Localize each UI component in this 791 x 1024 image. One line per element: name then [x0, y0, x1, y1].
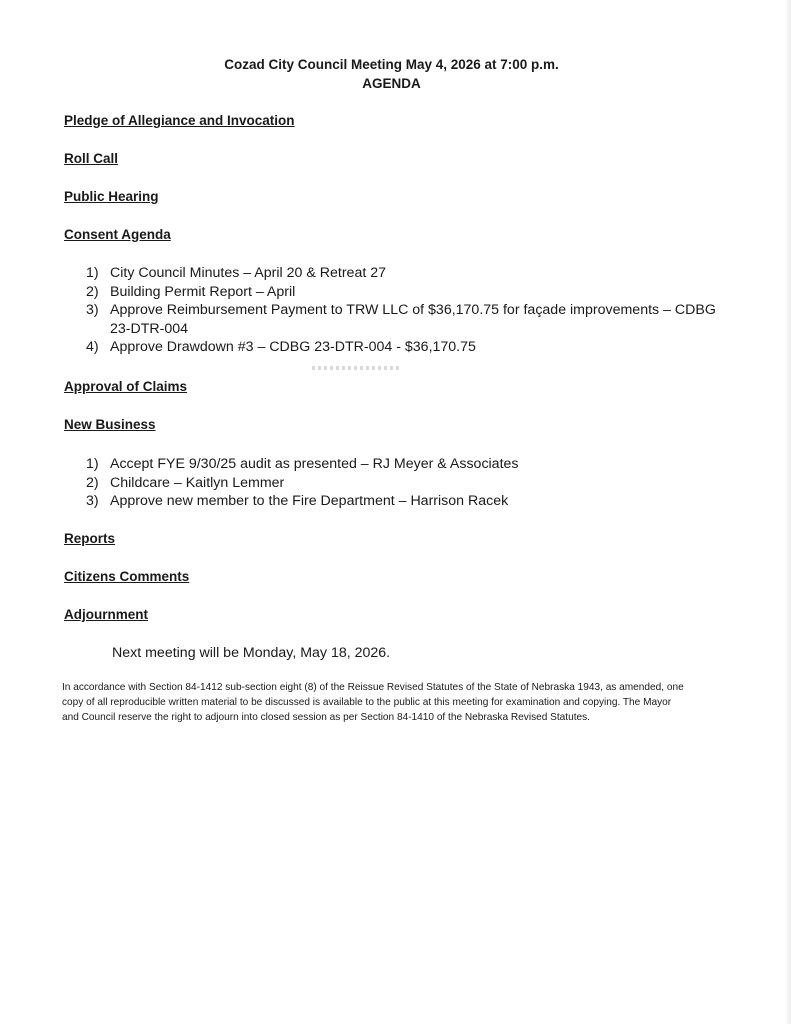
list-item — [86, 283, 716, 302]
heading-citizens-comments: Citizens Comments — [64, 569, 190, 584]
list-item — [86, 492, 519, 511]
legal-notice — [62, 680, 722, 725]
item-text: Childcare – Kaitlyn Lemmer — [110, 474, 285, 491]
heading-pledge: Pledge of Allegiance and Invocation — [64, 113, 295, 128]
new-business-list — [86, 455, 519, 511]
item-number: 1) — [86, 456, 99, 472]
item-text: Accept FYE 9/30/25 audit as presented – RJ Meyer & Associates — [110, 456, 519, 472]
item-number: 2) — [86, 283, 99, 300]
next-meeting-note: Next meeting will be Monday, May 18, 2026. — [112, 645, 391, 661]
list-item — [86, 301, 716, 338]
legal-notice-line: and Council reserve the right to adjourn into closed session as per Section 84-1410 of the Nebraska Revised Statutes. — [62, 712, 590, 723]
scan-artifact — [312, 366, 402, 370]
list-item — [86, 455, 519, 474]
item-text: Approve new member to the Fire Department – Harrison Racek — [110, 493, 509, 510]
heading-new-business: New Business — [64, 417, 156, 432]
legal-notice-line: In accordance with Section 84-1412 sub-section eight (8) of the Reissue Revised Statutes of the State of Nebraska 1943, as amended, one — [62, 682, 684, 693]
list-item — [86, 264, 716, 283]
item-text: Approve Reimbursement Payment to TRW LLC of $36,170.75 for façade improvements – CDBG — [110, 302, 716, 319]
item-number: 3) — [86, 302, 99, 319]
page-edge-shadow — [785, 0, 791, 1024]
item-text: City Council Minutes – April 20 & Retreat 27 — [110, 265, 386, 281]
list-item — [86, 338, 716, 357]
item-number: 2) — [86, 474, 99, 491]
heading-public-hearing: Public Hearing — [64, 189, 159, 204]
item-text: Building Permit Report – April — [110, 283, 296, 300]
meeting-title: Cozad City Council Meeting May 4, 2026 at 7:00 p.m. — [224, 57, 559, 72]
heading-roll-call: Roll Call — [64, 151, 119, 166]
legal-notice-line: copy of all reproducible written material to be discussed is available to the public at this meeting for examination and copying. The Mayor — [62, 697, 672, 708]
item-number: 4) — [86, 339, 99, 356]
heading-adjournment: Adjournment — [64, 607, 148, 622]
item-text-continued: 23-DTR-004 — [110, 320, 189, 337]
item-number: 3) — [86, 493, 99, 510]
heading-consent-agenda: Consent Agenda — [64, 227, 171, 242]
item-number: 1) — [86, 265, 99, 281]
heading-reports: Reports — [64, 531, 116, 546]
item-text: Approve Drawdown #3 – CDBG 23-DTR-004 - $36,170.75 — [110, 339, 476, 356]
list-item — [86, 474, 519, 493]
agenda-label: AGENDA — [362, 76, 421, 91]
heading-approval-of-claims: Approval of Claims — [64, 379, 188, 394]
consent-agenda-list — [86, 264, 716, 357]
